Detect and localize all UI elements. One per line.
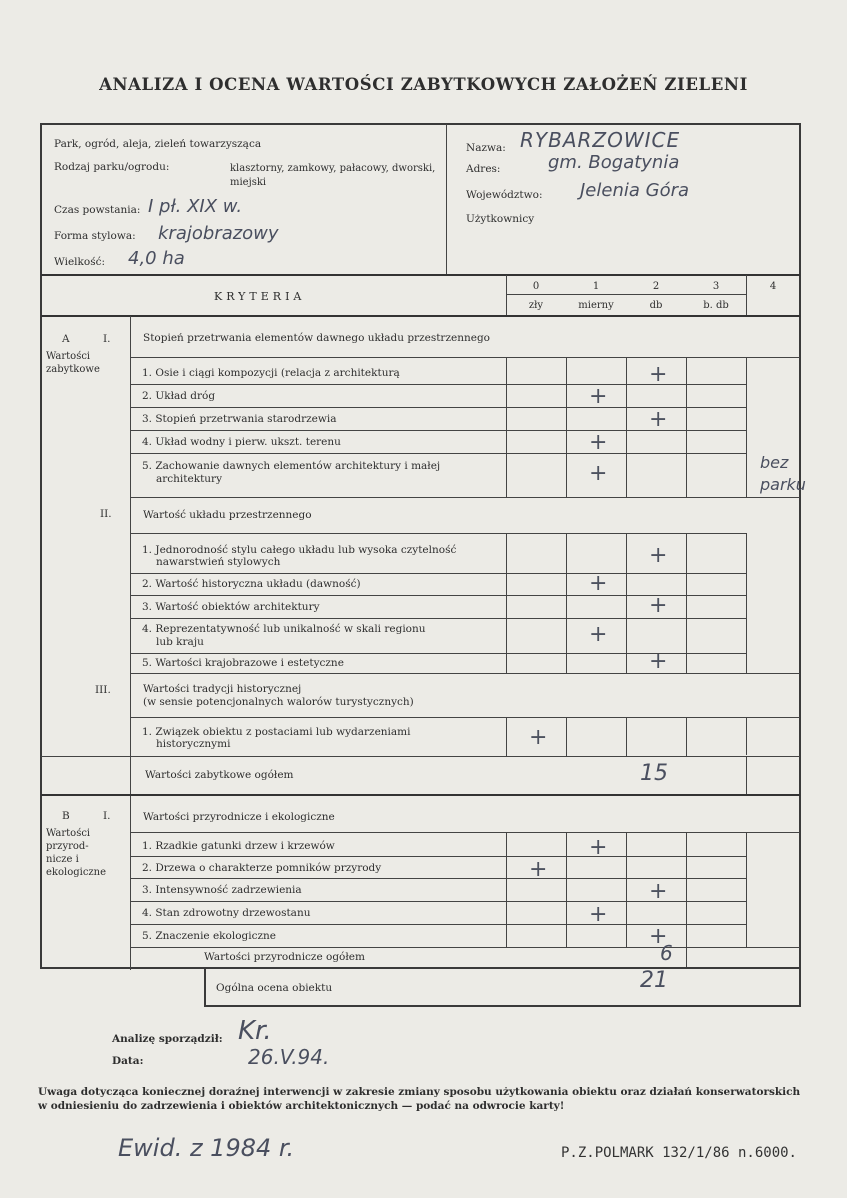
header-divider bbox=[446, 124, 447, 274]
item-a2-4: 4. Reprezentatywność lub unikalność w skali regionu bbox=[142, 623, 426, 635]
item-a1-4: 4. Układ wodny i pierw. ukszt. terenu bbox=[142, 436, 341, 448]
item-b-1: 1. Rzadkie gatunki drzew i krzewów bbox=[142, 840, 335, 852]
rule bbox=[131, 673, 800, 674]
score-mark: + bbox=[589, 902, 608, 927]
score-col-rule bbox=[506, 533, 507, 673]
a-total-value: 15 bbox=[640, 761, 668, 786]
rule bbox=[131, 947, 800, 948]
score-mark: + bbox=[649, 407, 668, 432]
score-4-rule-a3 bbox=[746, 717, 747, 755]
score-col-rule bbox=[686, 533, 687, 673]
rule bbox=[131, 357, 800, 358]
score-4-rule-a2 bbox=[746, 533, 747, 673]
section-a-title: Wartości bbox=[46, 351, 91, 362]
side-note: bez parku bbox=[760, 453, 806, 494]
size-value: 4,0 ha bbox=[128, 248, 185, 269]
item-a2-4-continued: lub kraju bbox=[156, 636, 204, 648]
score-col-rule bbox=[566, 533, 567, 673]
score-4-rule-a1 bbox=[746, 357, 747, 497]
section-b-letter: B bbox=[62, 810, 70, 822]
score-mark: + bbox=[649, 593, 668, 618]
rule bbox=[131, 497, 800, 498]
register-note: Ewid. z 1984 r. bbox=[118, 1134, 295, 1162]
score-name-1: mierny bbox=[578, 300, 614, 311]
score-0: 0 bbox=[532, 281, 540, 292]
section-a-roman-2: II. bbox=[100, 508, 112, 520]
section-a-roman-3: III. bbox=[95, 684, 111, 696]
item-a1-5-continued: architektury bbox=[156, 473, 223, 485]
score-col-rule bbox=[506, 357, 507, 497]
score-4: 4 bbox=[769, 281, 777, 292]
kind-options-continued: miejski bbox=[230, 177, 267, 188]
province-label: Województwo: bbox=[466, 189, 543, 201]
score-col-rule bbox=[566, 832, 567, 947]
score-mark: + bbox=[649, 649, 668, 674]
score-2: 2 bbox=[652, 281, 660, 292]
section-b-top-rule bbox=[41, 794, 800, 796]
rule bbox=[131, 573, 746, 574]
item-b-3: 3. Intensywność zadrzewienia bbox=[142, 884, 302, 896]
score-mark: + bbox=[589, 622, 608, 647]
score-mark: + bbox=[649, 924, 668, 949]
item-b-2: 2. Drzewa o charakterze pomników przyrody bbox=[142, 862, 382, 874]
style-value: krajobrazowy bbox=[158, 223, 279, 244]
rule bbox=[131, 832, 800, 833]
date-value: 26.V.94. bbox=[248, 1045, 330, 1069]
footer-note bbox=[38, 1085, 818, 1113]
score-4-rule-total bbox=[746, 756, 747, 794]
section-b-roman: I. bbox=[103, 810, 111, 822]
item-a2-3: 3. Wartość obiektów architektury bbox=[142, 601, 320, 613]
item-a2-1: 1. Jednorodność stylu całego układu lub wysoka czytelność bbox=[142, 544, 457, 556]
time-value: I pł. XIX w. bbox=[148, 196, 243, 217]
score-mark: + bbox=[649, 879, 668, 904]
address-value: gm. Bogatynia bbox=[548, 152, 680, 173]
score-mark: + bbox=[589, 835, 608, 860]
group-a3-subtitle: (w sensie potencjonalnych walorów turystycznych) bbox=[143, 696, 414, 708]
section-b-title-4: ekologiczne bbox=[46, 867, 107, 878]
score-mark: + bbox=[589, 384, 608, 409]
score-mark: + bbox=[589, 461, 608, 486]
criteria-bottom-rule bbox=[41, 315, 800, 317]
item-a1-5: 5. Zachowanie dawnych elementów architektury i małej bbox=[142, 460, 441, 472]
score-4-rule bbox=[746, 275, 747, 315]
score-col-rule bbox=[626, 717, 627, 756]
score-col-rule bbox=[566, 357, 567, 497]
b-total-label: Wartości przyrodnicze ogółem bbox=[204, 951, 365, 963]
item-a2-2: 2. Wartość historyczna układu (dawność) bbox=[142, 578, 361, 590]
rule bbox=[131, 856, 746, 857]
kind-label: Rodzaj parku/ogrodu: bbox=[54, 161, 170, 173]
overall-value: 21 bbox=[640, 968, 668, 993]
score-mark: + bbox=[529, 725, 548, 750]
time-label: Czas powstania: bbox=[54, 204, 141, 216]
footer-note-line-1: Uwaga dotycząca koniecznej doraźnej interwencji w zakresie zmiany sposobu użytkowania obiektu oraz działań konserwatorskich bbox=[38, 1086, 801, 1098]
item-a1-1: 1. Osie i ciągi kompozycji (relacja z architekturą bbox=[142, 367, 400, 379]
section-b-title-1: Wartości bbox=[46, 828, 91, 839]
left-column-rule bbox=[130, 316, 131, 970]
criteria-heading: KRYTERIA bbox=[214, 290, 306, 303]
score-col-rule bbox=[626, 832, 627, 947]
prepared-label: Analizę sporządził: bbox=[112, 1033, 223, 1045]
score-col-rule bbox=[626, 357, 627, 497]
score-name-2: db bbox=[649, 300, 663, 311]
rule bbox=[41, 756, 800, 757]
score-mark: + bbox=[649, 543, 668, 568]
score-col-rule bbox=[686, 832, 687, 967]
section-a-roman-1: I. bbox=[103, 333, 111, 345]
rule bbox=[131, 618, 746, 619]
score-mark: + bbox=[529, 857, 548, 882]
score-3: 3 bbox=[712, 281, 720, 292]
score-mark: + bbox=[589, 430, 608, 455]
kind-options: klasztorny, zamkowy, pałacowy, dworski, bbox=[230, 163, 436, 174]
section-a-letter: A bbox=[62, 333, 70, 345]
score-col-rule bbox=[566, 717, 567, 756]
group-a3-title: Wartości tradycji historycznej bbox=[143, 683, 302, 695]
score-4-rule-b bbox=[746, 832, 747, 947]
section-b-title-2: przyrod- bbox=[46, 841, 89, 852]
score-col-rule bbox=[506, 832, 507, 947]
score-name-0: zły bbox=[528, 300, 544, 311]
size-label: Wielkość: bbox=[54, 256, 106, 268]
score-col-rule bbox=[686, 357, 687, 497]
name-label: Nazwa: bbox=[466, 142, 506, 154]
item-a2-5: 5. Wartości krajobrazowe i estetyczne bbox=[142, 657, 344, 669]
score-header-rule bbox=[506, 294, 746, 295]
score-name-3: b. db bbox=[703, 300, 729, 311]
item-b-4: 4. Stan zdrowotny drzewostanu bbox=[142, 907, 311, 919]
group-a2-title: Wartość układu przestrzennego bbox=[143, 509, 312, 521]
group-a1-title: Stopień przetrwania elementów dawnego układu przestrzennego bbox=[143, 332, 490, 344]
score-mark: + bbox=[589, 571, 608, 596]
style-label: Forma stylowa: bbox=[54, 230, 136, 242]
date-label: Data: bbox=[112, 1055, 144, 1067]
section-b-title-3: nicze i bbox=[46, 854, 79, 865]
item-a1-2: 2. Układ dróg bbox=[142, 390, 216, 402]
item-a3-1-continued: historycznymi bbox=[156, 738, 231, 750]
users-label: Użytkownicy bbox=[466, 213, 535, 225]
score-col-rule bbox=[506, 717, 507, 756]
score-1: 1 bbox=[592, 281, 600, 292]
park-type-label: Park, ogród, aleja, zieleń towarzysząca bbox=[54, 138, 262, 150]
name-value: RYBARZOWICE bbox=[520, 128, 681, 152]
item-a3-1: 1. Związek obiektu z postaciami lub wydarzeniami bbox=[142, 726, 411, 738]
print-code: P.Z.POLMARK 132/1/86 n.6000. bbox=[560, 1145, 797, 1161]
rule bbox=[131, 717, 800, 718]
item-b-5: 5. Znaczenie ekologiczne bbox=[142, 930, 277, 942]
address-label: Adres: bbox=[466, 163, 501, 175]
score-mark: + bbox=[649, 362, 668, 387]
overall-label: Ogólna ocena obiektu bbox=[216, 982, 333, 994]
score-col-rule bbox=[626, 533, 627, 673]
group-b-title: Wartości przyrodnicze i ekologiczne bbox=[143, 811, 335, 823]
b-total-value: 6 bbox=[660, 941, 673, 965]
prepared-signature: Kr. bbox=[238, 1016, 272, 1046]
page-title: ANALIZA I OCENA WARTOŚCI ZABYTKOWYCH ZAŁOŻEŃ ZIELENI bbox=[99, 75, 748, 94]
footer-note-line-2: w odniesieniu do zadrzewienia i obiektów architektonicznych — podać na odwrocie karty! bbox=[38, 1100, 565, 1112]
a-total-label: Wartości zabytkowe ogółem bbox=[145, 769, 294, 781]
item-a1-3: 3. Stopień przetrwania starodrzewia bbox=[142, 413, 337, 425]
item-a2-1-continued: nawarstwień stylowych bbox=[156, 556, 281, 568]
section-a-title-continued: zabytkowe bbox=[46, 364, 100, 375]
header-bottom-rule bbox=[41, 274, 800, 276]
province-value: Jelenia Góra bbox=[580, 180, 690, 201]
rule bbox=[131, 453, 746, 454]
score-col-rule bbox=[686, 717, 687, 756]
rule bbox=[131, 533, 746, 534]
